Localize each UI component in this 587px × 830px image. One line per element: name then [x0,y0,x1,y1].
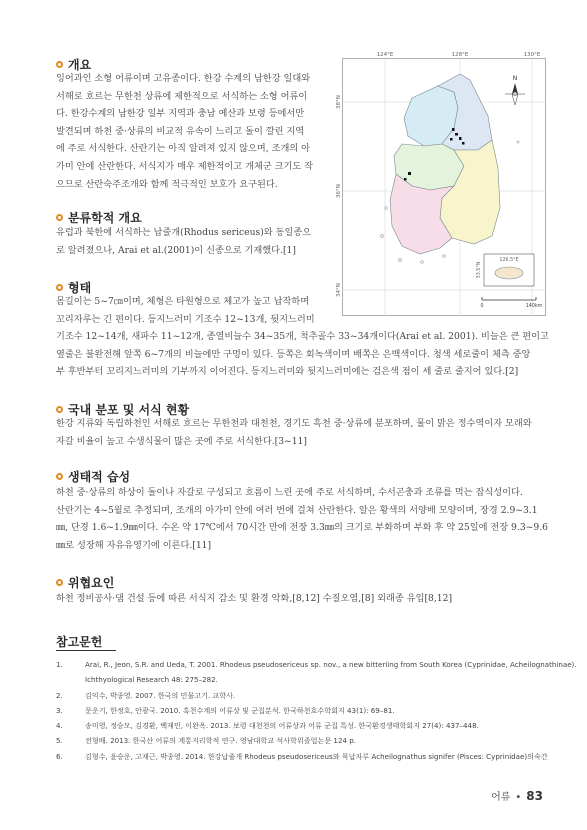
text-line: 산란기는 4~5월로 추정되며, 조개의 아가미 안에 여러 번에 걸쳐 산란한다. 알은 황색의 서양배 모양이며, 장경 2.9~3.1 [56,504,538,516]
page-number: 83 [526,789,543,803]
overview-paragraph [56,70,328,193]
text-line: 유럽과 북한에 서식하는 납줄개(Rhodus sericeus)와 동일종으 [56,227,312,238]
scale-label-start: 0 [480,304,484,309]
section-title-threats [56,574,114,591]
island [398,258,402,262]
lat-label: 38°N [336,95,342,109]
text-line: 몸길이는 5~7㎝이며, 체형은 타원형으로 체고가 높고 납작하며 [56,296,310,307]
text-line: 한강 지류와 독립하천인 서해로 흐르는 무한천과 대천천, 경기도 흑천 중·상류에 분포하며, 물이 맑은 정수역이자 모래와 [56,418,532,429]
taxonomy-paragraph [56,224,328,259]
section-title-text: 위협요인 [68,576,115,590]
references-list [56,657,577,764]
bullet-icon [56,61,63,68]
reference-text: 김익수, 박종영. 2007. 한국의 민물고기. 교학사. [85,690,236,700]
text-line: 기조수 12~14개, 새파수 11~12개, 종열비늘수 34~35개, 척추골수 33~34개이다(Arai et al. 2001). 비늘은 큰 편이고 [56,331,549,343]
island [421,261,424,264]
section-title-text: 국내 분포 및 서식 현황 [68,403,190,417]
distribution-paragraph [56,415,548,450]
north-label: N [512,75,518,82]
bullet-icon [56,473,63,480]
reference-number: 3. [56,705,63,715]
reference-item [56,657,577,672]
text-line: 에 주로 서식한다. 산란기는 아직 알려져 있지 않으며, 조개의 아 [56,143,311,155]
occurrence-point [404,178,407,181]
reference-item [56,749,546,764]
text-line: ㎜로 성장해 자유유영기에 이른다.[11] [56,539,212,551]
bullet-icon [56,214,63,221]
distribution-map [336,52,546,316]
jeju-inset [476,254,534,286]
occurrence-point [452,128,455,131]
text-line: 서해로 흐르는 무한천 상류에 제한적으로 서식하는 소형 어류이 [56,90,308,102]
lat-label: 34°N [336,283,342,297]
korea-map-svg [336,52,546,316]
references-underline [56,650,116,651]
text-line: 옆줄은 불완전해 앞쪽 6~7개의 비늘에만 구멍이 있다. 등쪽은 회녹색이며 배쪽은 은백색이다. 청색 세로줄이 체측 중앙 [56,348,531,360]
text-line: 하천 중·상류의 하상이 돌이나 자갈로 구성되고 흐름이 느린 곳에 주로 서식하며, 수서곤충과 조류를 먹는 잡식성이다. [56,487,523,498]
reference-number: 1. [56,660,63,669]
reference-number: 2. [56,690,63,700]
inset-lat-label: 33.5°N [477,261,482,279]
scale-label-end: 140km [525,304,543,309]
occurrence-point [459,137,462,140]
text-line: 자갈 비율이 높고 수생식물이 많은 곳에 주로 서식한다.[3~11] [56,435,308,447]
bullet-icon [56,284,63,291]
text-line: 꼬리자루는 긴 편이다. 등지느러미 기조수 12~13개, 뒷지느러미 [56,313,315,325]
section-title-ecology [56,468,130,485]
text-line: 다. 한강수계의 남한강 일부 지역과 충남 예산과 보령 등에서만 [56,108,305,120]
reference-text: 전형배. 2013. 한국산 어류의 계통지리학적 연구. 영남대학교 석사학위졸업논문 124 p. [85,736,356,746]
section-title-text: 분류학적 개요 [68,211,142,225]
text-line: ㎜, 단경 1.6~1.9㎜이다. 수온 약 17℃에서 70시간 만에 전장 3.3㎜의 크기로 부화하며 부화 후 약 25일에 전장 9.3~9.6 [56,522,548,534]
reference-item [56,703,546,718]
reference-item [56,672,546,687]
text-line: 부 후반부터 꼬리지느러미의 기부까지 이어진다. 등지느러미와 뒷지느러미에는 검은색 점이 세 줄로 줄지어 있다.[2] [56,366,519,378]
occurrence-point [455,133,458,136]
occurrence-point [408,172,411,175]
text-line: 가미 안에 산란한다. 서식지가 매우 제한적이고 개체군 크기도 작 [56,160,314,172]
footer-separator: • [515,792,522,803]
text-line: 으므로 산란숙주조개와 함께 적극적인 보호가 요구된다. [56,178,278,190]
reference-text: Arai, R., Jeon, S.R. and Ueda, T. 2001. Rhodeus pseudosericeus sp. nov., a new bitterling from South Korea (Cyprinidae, Acheilognathinae). [85,660,577,669]
reference-number: 6. [56,751,63,761]
section-title-text: 형태 [68,281,92,295]
reference-number: 4. [56,721,63,731]
reference-item [56,718,546,733]
island [443,255,446,258]
lon-label: 124°E [376,52,394,58]
text-line: 하천 정비공사·댐 건설 등에 따른 서식지 감소 및 환경 악화,[8,12] 수질오염,[8] 외래종 유입[8,12] [56,593,453,604]
page-footer [491,788,543,803]
island [385,207,388,210]
text-line: 발견되며 하천 중·상류의 비교적 유속이 느리고 돌이 깔린 지역 [56,125,305,137]
lon-label: 128°E [451,52,469,58]
occurrence-point [450,138,453,141]
jeju-island [495,267,523,279]
footer-section-label: 어류 [491,792,511,803]
lat-label: 36°N [336,184,342,198]
bullet-icon [56,406,63,413]
text-line: 로 알려졌으나, Arai et al.(2001)이 신종으로 기재했다.[1] [56,244,296,256]
threats-paragraph [56,590,548,608]
section-title-text: 개요 [68,58,92,72]
reference-item [56,688,546,703]
reference-number: 5. [56,736,63,746]
reference-text: Ichthyological Research 48: 275–282. [85,675,218,685]
ecology-paragraph [56,484,548,554]
text-line: 잉어과인 소형 어류이며 고유종이다. 한강 수계의 남한강 일대와 [56,73,311,84]
island [517,141,519,143]
occurrence-point [462,142,465,145]
reference-text: 송미영, 정승모, 김경환, 백재민, 이완옥. 2013. 보령 대천천의 어류상과 어류 군집 특성. 한국환경생태학회지 27(4): 437–448. [85,721,479,731]
bullet-icon [56,579,63,586]
references-title: 참고문헌 [56,635,103,649]
lon-label: 130°E [523,52,541,58]
reference-item [56,733,546,748]
section-title-text: 생태적 습성 [68,470,131,484]
island [380,234,383,237]
inset-lon-label: 126.5°E [499,258,519,263]
reference-number [56,672,85,687]
reference-text: 문운기, 한정호, 안광국. 2010. 흑천수계의 어류상 및 군집분석. 한국하천호수학회지 43(1): 69–81. [85,705,395,715]
reference-text: 김형수, 윤승운, 고재근, 박종영. 2014. 한강납줄개 Rhodeus pseudosericeus와 묵납자루 Acheilognathus signifer (Pisces: Cyprinidae)의숙간 [85,751,548,761]
